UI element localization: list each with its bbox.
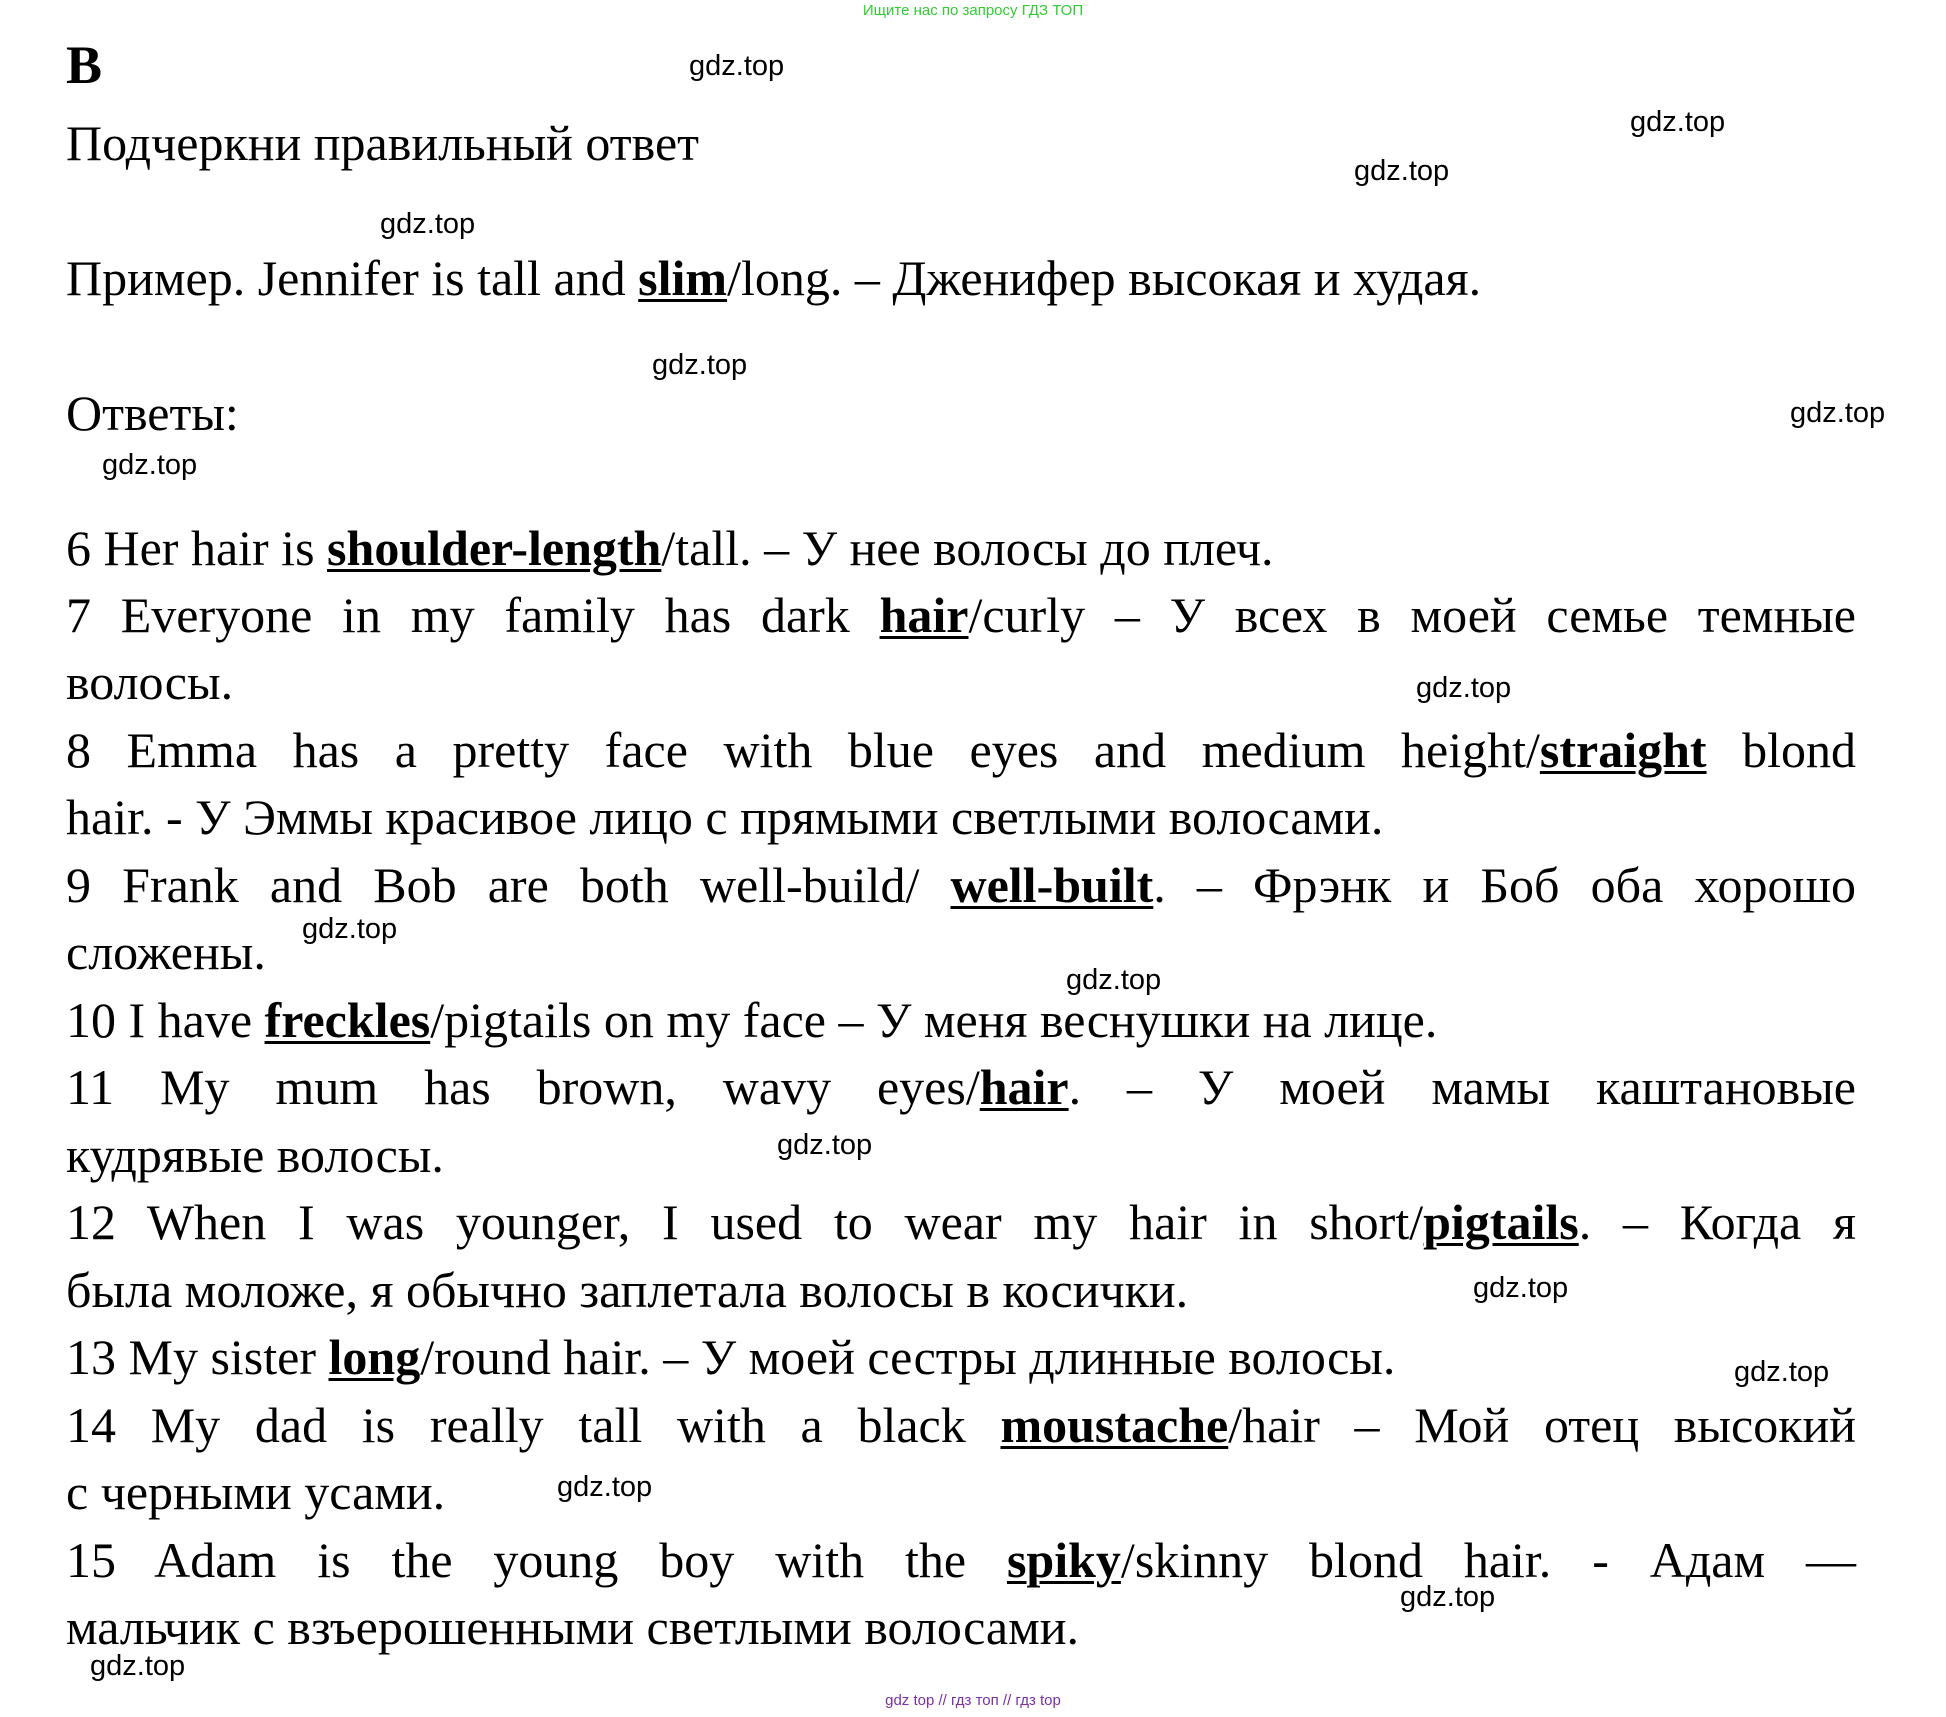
watermark: gdz.top xyxy=(777,1129,873,1161)
answer-11-choice: hair xyxy=(979,1059,1069,1115)
example-text-before: Пример. Jennifer is tall and xyxy=(66,250,639,306)
watermark: gdz.top xyxy=(1630,106,1726,138)
answer-12-line-2: была моложе, я обычно заплетала волосы в косички. xyxy=(66,1262,1189,1318)
answer-15-after: /skinny blond hair. - Адам — xyxy=(1120,1532,1857,1588)
watermark: gdz.top xyxy=(1790,397,1886,429)
answer-6-line-1 xyxy=(66,520,1856,576)
answer-8-before: 8 Emma has a pretty face with blue eyes and medium height/ xyxy=(66,722,1540,778)
answer-8-line-1 xyxy=(66,722,1856,778)
answer-12-choice: pigtails xyxy=(1423,1194,1579,1250)
footer-links: gdz top // гдз топ // гдз top xyxy=(885,1692,1061,1709)
watermark: gdz.top xyxy=(380,208,476,240)
answer-9-line-2: сложены. xyxy=(66,924,266,980)
watermark: gdz.top xyxy=(90,1650,186,1682)
answer-7-after: /curly – У всех в моей семье темные xyxy=(968,587,1856,643)
answer-10-after: /pigtails on my face – У меня веснушки на лице. xyxy=(430,992,1438,1048)
answer-13-before: 13 My sister xyxy=(66,1329,329,1385)
answer-14-line-2: с черными усами. xyxy=(66,1464,446,1520)
watermark: gdz.top xyxy=(557,1471,653,1503)
answer-12-before: 12 When I was younger, I used to wear my hair in short/ xyxy=(66,1194,1424,1250)
answer-13-line-1 xyxy=(66,1329,1856,1385)
answer-9-choice: well-built xyxy=(950,857,1154,913)
answer-6-after: /tall. – У нее волосы до плеч. xyxy=(661,520,1274,576)
watermark: gdz.top xyxy=(1416,672,1512,704)
answer-8-line-2: hair. - У Эммы красивое лицо с прямыми светлыми волосами. xyxy=(66,789,1384,845)
answer-9-before: 9 Frank and Bob are both well-build/ xyxy=(66,857,951,913)
watermark: gdz.top xyxy=(1734,1356,1830,1388)
answer-15-line-1 xyxy=(66,1532,1857,1588)
answer-12-line-1 xyxy=(66,1194,1856,1250)
answer-7-before: 7 Everyone in my family has dark xyxy=(66,587,880,643)
section-letter: B xyxy=(66,35,103,95)
answer-15-line-2: мальчик с взъерошенными светлыми волосами. xyxy=(66,1599,1079,1655)
watermark: gdz.top xyxy=(1354,155,1450,187)
answer-11-after: . – У моей мамы каштановые xyxy=(1068,1059,1856,1115)
answer-14-after: /hair – Мой отец высокий xyxy=(1228,1397,1857,1453)
answer-11-line-1 xyxy=(66,1059,1856,1115)
top-banner: Ищите нас по запросу ГДЗ ТОП xyxy=(862,2,1084,19)
watermark: gdz.top xyxy=(652,349,748,381)
watermark: gdz.top xyxy=(1066,964,1162,996)
answer-8-choice: straight xyxy=(1539,722,1707,778)
answer-14-line-1 xyxy=(66,1397,1857,1453)
answer-10-line-1 xyxy=(66,992,1856,1048)
answer-14-before: 14 My dad is really tall with a black xyxy=(66,1397,1001,1453)
answers-label: Ответы: xyxy=(66,385,239,441)
instruction-text: Подчеркни правильный ответ xyxy=(66,115,699,171)
watermark: gdz.top xyxy=(102,449,198,481)
answer-11-before: 11 My mum has brown, wavy eyes/ xyxy=(66,1059,980,1115)
watermark: gdz.top xyxy=(1400,1581,1496,1613)
answer-9-after: . – Фрэнк и Боб оба хорошо xyxy=(1153,857,1856,913)
answer-13-choice: long xyxy=(328,1329,421,1385)
answer-7-choice: hair xyxy=(879,587,969,643)
watermark: gdz.top xyxy=(302,913,398,945)
answer-10-choice: freckles xyxy=(264,992,431,1048)
answer-13-after: /round hair. – У моей сестры длинные волосы. xyxy=(420,1329,1396,1385)
answer-6-before: 6 Her hair is xyxy=(66,520,328,576)
answer-7-line-1 xyxy=(66,587,1856,643)
answer-15-choice: spiky xyxy=(1006,1532,1121,1588)
answer-10-before: 10 I have xyxy=(66,992,265,1048)
answer-14-choice: moustache xyxy=(1000,1397,1229,1453)
example-line xyxy=(66,250,1856,306)
watermark: gdz.top xyxy=(689,50,785,82)
answer-9-line-1 xyxy=(66,857,1856,913)
example-answer: slim xyxy=(638,250,728,306)
answer-12-after: . – Когда я xyxy=(1578,1194,1856,1250)
example-text-after: /long. – Дженифер высокая и худая. xyxy=(727,250,1482,306)
answer-15-before: 15 Adam is the young boy with the xyxy=(66,1532,1007,1588)
answer-7-line-2: волосы. xyxy=(66,654,234,710)
answer-8-after: blond xyxy=(1706,722,1856,778)
watermark: gdz.top xyxy=(1473,1272,1569,1304)
answer-11-line-2: кудрявые волосы. xyxy=(66,1127,444,1183)
answer-6-choice: shoulder-length xyxy=(327,520,662,576)
